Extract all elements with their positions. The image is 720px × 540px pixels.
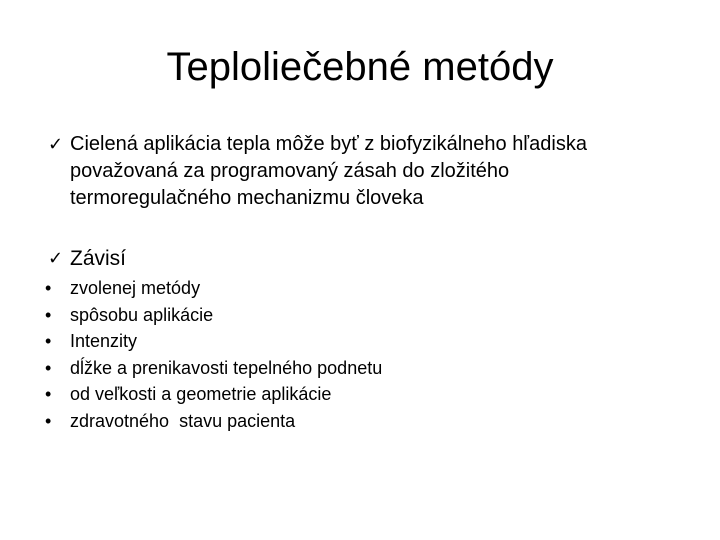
check-mark-icon: ✓ [48, 248, 64, 269]
list-item-text: od veľkosti a geometrie aplikácie [70, 384, 332, 404]
check-point-1-text: Cielená aplikácia tepla môže byť z biofyzikálneho hľadiska považovaná za programovaný zásah do zložitého termoregulačného mechanizmu človeka [70, 133, 587, 209]
list-item [45, 408, 382, 435]
bullet-icon: • [45, 331, 52, 351]
list-item [45, 275, 382, 302]
check-row-1 [48, 131, 668, 212]
check-point-1 [48, 131, 668, 212]
list-item [45, 302, 382, 329]
check-row-2 [48, 245, 668, 272]
factor-list [45, 275, 382, 434]
list-item-text: zvolenej metódy [70, 278, 201, 298]
list-item [45, 381, 382, 408]
bullet-icon: • [45, 278, 52, 298]
list-item [45, 355, 382, 382]
check-point-2-text: Závisí [70, 247, 127, 270]
list-item-text: dĺžke a prenikavosti tepelného podnetu [70, 357, 383, 378]
bullet-icon: • [45, 384, 52, 404]
check-mark-icon: ✓ [48, 134, 64, 155]
bullet-icon: • [45, 357, 52, 378]
list-item-text: Intenzity [70, 331, 138, 351]
list-item-text: spôsobu aplikácie [70, 304, 214, 325]
check-point-2 [48, 245, 668, 272]
slide-title: Teploliečebné metódy [166, 45, 554, 89]
list-item-text: zdravotného stavu pacienta [70, 410, 296, 431]
list-item [45, 328, 382, 355]
bullet-icon: • [45, 304, 52, 325]
bullet-icon: • [45, 410, 52, 431]
